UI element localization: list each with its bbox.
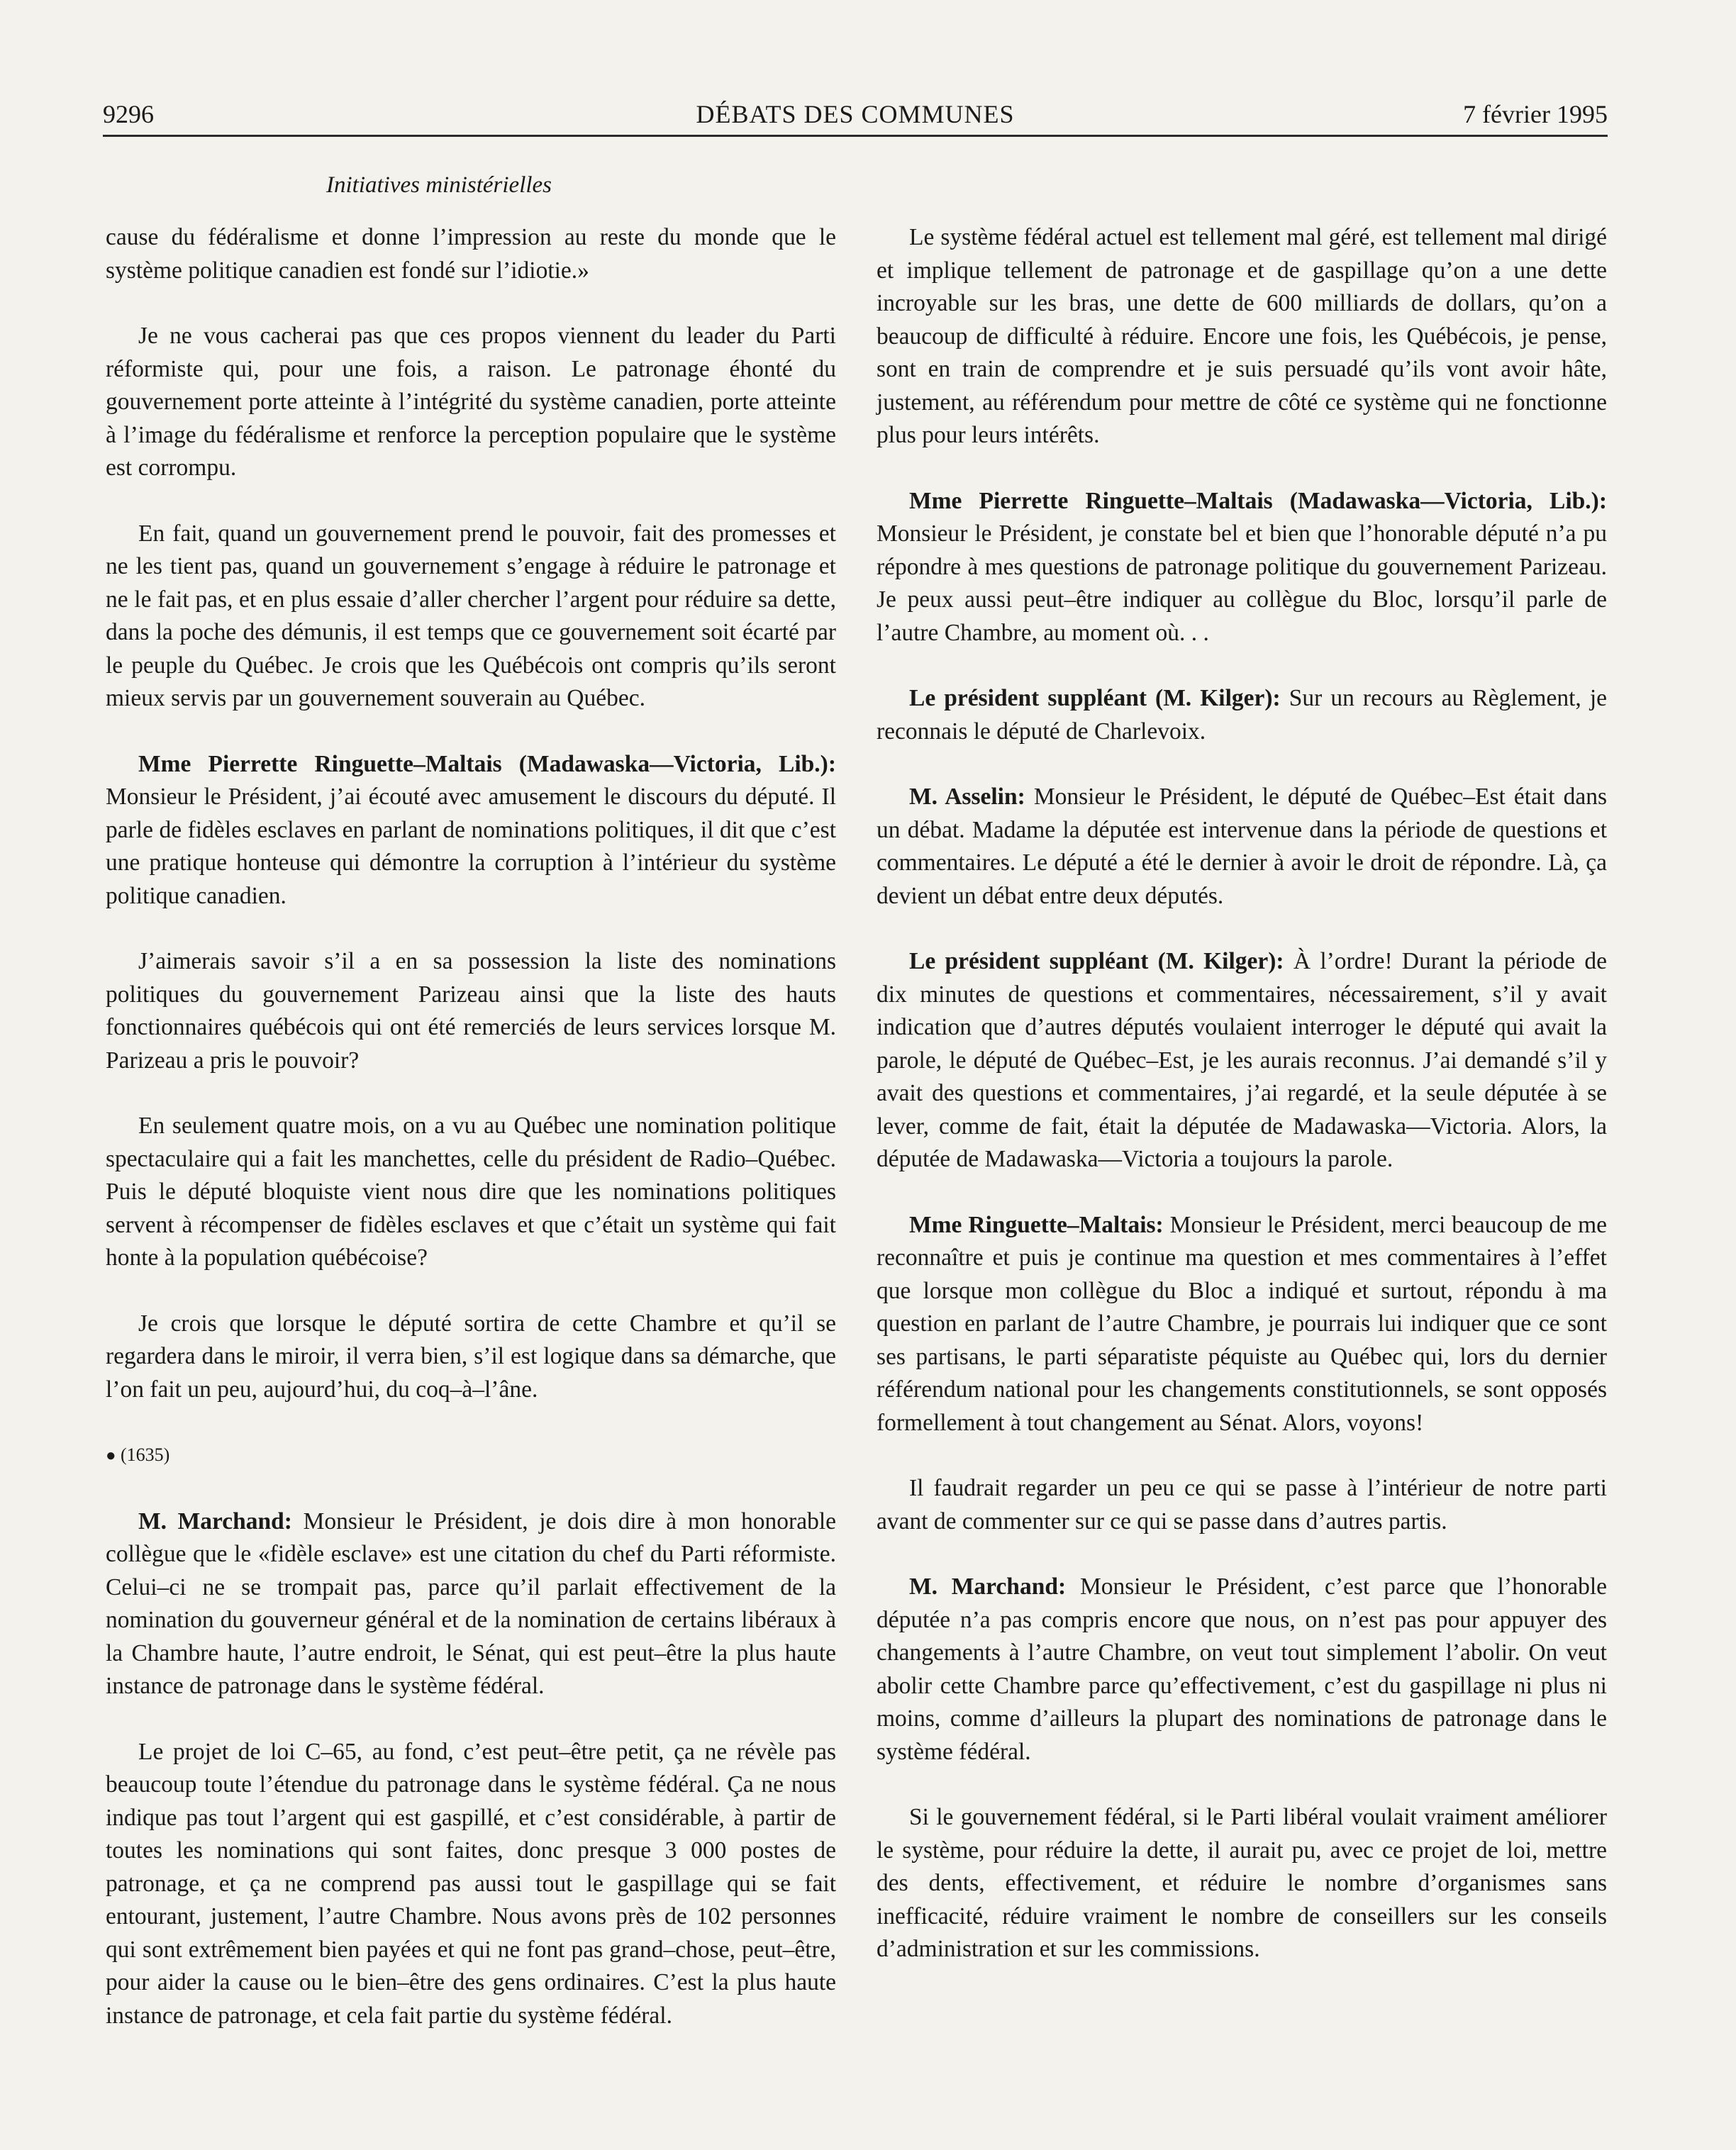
paragraph: cause du fédéralisme et donne l’impression au reste du monde que le système politique canadien est fondé sur l’idiotie.» [106,224,836,284]
speaker-name: Mme Pierrette Ringuette–Maltais (Madawaska—Victoria, Lib.): [909,487,1607,514]
speech [877,781,1607,913]
speech-text: Monsieur le Président, je dois dire à mon honorable collègue que le «fidèle esclave» est une citation du chef du Parti réformiste. Celui–ci ne se trompait pas, parce qu’il parlait effectivement de la nomination du gouverneur général et de la nomination de certains libéraux à la Chambre haute, l’autre endroit, le Sénat, qui est peut–être la plus haute instance de patronage dans le système fédéral. [106,1508,837,1699]
speech-text: Monsieur le Président, le député de Québec–Est était dans un débat. Madame la députée est intervenue dans la période de questions et commentaires. Le député a été le dernier à avoir le droit de répondre. Là, ça devient un débat entre deux députés. [877,784,1607,909]
header-rule [103,135,1608,137]
paragraph: Le projet de loi C–65, au fond, c’est peut–être petit, ça ne révèle pas beaucoup toute l’étendue du patronage dans le système fédéral. Ça ne nous indique pas tout l’argent qui est gaspillé, et c’est considérable, à partir de toutes les nominations qui sont faites, donc presque 3 000 postes de patronage, et ça ne comprend pas aussi tout le gaspillage qui se fait entourant, justement, l’autre Chambre. Nous avons près de 102 personnes qui sont extrêmement bien payées et qui ne font pas grand–chose, peut–être, pour aider la cause ou le bien–être des gens ordinaires. C’est la plus haute instance de patronage, et cela fait partie du système fédéral. [106,1738,836,2029]
paragraph: J’aimerais savoir s’il a en sa possession la liste des nominations politiques du gouvernement Parizeau ainsi que la liste des hauts fonctionnaires québécois qui ont été remerciés de leurs services lorsque M. Parizeau a pris le pouvoir? [106,948,836,1074]
paragraph: Je ne vous cacherai pas que ces propos viennent du leader du Parti réformiste qui, pour une fois, a raison. Le patronage éhonté du gouvernement porte atteinte à l’intégrité du système canadien, porte atteinte à l’image du fédéralisme et renforce la perception populaire que le système est corrompu. [106,323,836,481]
paragraph: En fait, quand un gouvernement prend le pouvoir, fait des promesses et ne les tient pas, quand un gouvernement s’engage à réduire le patronage et ne le fait pas, et en plus essaie d’aller chercher l’argent pour réduire sa dette, dans la poche des démunis, il est temps que ce gouvernement soit écarté par le peuple du Québec. Je crois que les Québécois ont compris qu’ils seront mieux servis par un gouvernement souverain au Québec. [106,520,836,711]
speech [877,945,1607,1176]
speaker-name: M. Marchand: [909,1573,1067,1600]
paragraph: Le système fédéral actuel est tellement mal géré, est tellement mal dirigé et implique tellement de patronage et de gaspillage qu’on a une dette incroyable sur les bras, une dette de 600 milliards de dollars, qu’on a beaucoup de difficulté à réduire. Encore une fois, les Québécois, je pense, sont en train de comprendre et je suis persuadé qu’ils vont avoir hâte, justement, au référendum pour mettre de côté ce système qui ne fonctionne plus pour leurs intérêts. [877,224,1607,448]
speaker-name: Mme Ringuette–Maltais: [909,1211,1164,1238]
speech [877,485,1607,650]
speech-text: À l’ordre! Durant la période de dix minutes de questions et commentaires, nécessairement, s’il y avait indication que d’autres députés voulaient interroger le député qui avait la parole, le député de Québec–Est, je les aurais reconnus. J’ai demandé s’il y avait des questions et commentaires, j’ai regardé, et la seule députée à se lever, comme de fait, était la députée de Madawaska—Victoria. Alors, la députée de Madawaska—Victoria a toujours la parole. [877,948,1607,1172]
speech-text: Monsieur le Président, j’ai écouté avec amusement le discours du député. Il parle de fidèles esclaves en parlant de nominations politiques, il dit que c’est une pratique honteuse qui démontre la corruption à l’intérieur du système politique canadien. [106,784,836,909]
paragraph: Si le gouvernement fédéral, si le Parti libéral voulait vraiment améliorer le système, pour réduire la dette, il aurait pu, avec ce projet de loi, mettre des dents, effectivement, et réduire le nombre d’organismes sans inefficacité, réduire vraiment le nombre de conseillers sur les conseils d’administration et sur les commissions. [877,1804,1607,1962]
paragraph: Je crois que lorsque le député sortira de cette Chambre et qu’il se regardera dans le miroir, il verra bien, s’il est logique dans sa démarche, que l’on fait un peu, aujourd’hui, du coq–à–l’âne. [106,1310,836,1403]
page-header [103,99,1608,139]
speaker-name: Le président suppléant (M. Kilger): [909,948,1284,974]
speaker-name: M. Asselin: [909,784,1025,810]
bullet-icon: ● [106,1447,116,1465]
speech [877,1571,1607,1769]
timestamp [106,1439,836,1473]
speech-text: Sur un recours au Règlement, je reconnais le député de Charlevoix. [877,685,1607,745]
speech [877,1209,1607,1440]
speech [877,682,1607,748]
speaker-name: Le président suppléant (M. Kilger): [909,685,1281,711]
speech [106,748,836,913]
page-number: 9296 [103,100,154,128]
left-column [106,221,836,2065]
paragraph: Il faudrait regarder un peu ce qui se passe à l’intérieur de notre parti avant de commenter sur ce qui se passe dans d’autres partis. [877,1475,1607,1534]
speaker-name: Mme Pierrette Ringuette–Maltais (Madawaska—Victoria, Lib.): [138,750,836,777]
publication-title: DÉBATS DES COMMUNES [696,100,1015,128]
speech-text: Monsieur le Président, c’est parce que l’honorable députée n’a pas compris encore que nous, on n’est pas pour appuyer des changements à l’autre Chambre, on veut tout simplement l’abolir. On veut abolir cette Chambre parce qu’effectivement, c’est du gaspillage ni plus ni moins, comme d’ailleurs la plupart des nominations de patronage dans le système fédéral. [877,1573,1608,1765]
speaker-name: M. Marchand: [138,1508,292,1534]
timestamp-text: (1635) [121,1444,170,1465]
paragraph: En seulement quatre mois, on a vu au Québec une nomination politique spectaculaire qui a fait les manchettes, celle du président de Radio–Québec. Puis le député bloquiste vient nous dire que les nominations politiques servent à récompenser de fidèles esclaves et que c’était un système qui fait honte à la population québécoise? [106,1113,836,1271]
section-title: Initiatives ministérielles [326,172,552,198]
speech [106,1505,836,1703]
speech-text: Monsieur le Président, merci beaucoup de me reconnaître et puis je continue ma question et mes commentaires à l’effet que lorsque mon collègue du Bloc a indiqué et surtout, répondu à ma question en parlant de l’autre Chambre, je pourrais lui indiquer que ce sont ses partisans, le parti séparatiste péquiste au Québec qui, lors du dernier référendum national pour les changements constitutionnels, se sont opposés formellement à tout changement au Sénat. Alors, voyons! [877,1211,1608,1436]
speech-text: Monsieur le Président, je constate bel et bien que l’honorable député n’a pu répondre à mes questions de patronage politique du gouvernement Parizeau. Je peux aussi peut–être indiquer au collègue du Bloc, lorsqu’il parle de l’autre Chambre, au moment où. . . [877,520,1607,646]
publication-date: 7 février 1995 [1463,100,1608,128]
right-column [877,221,1607,1999]
